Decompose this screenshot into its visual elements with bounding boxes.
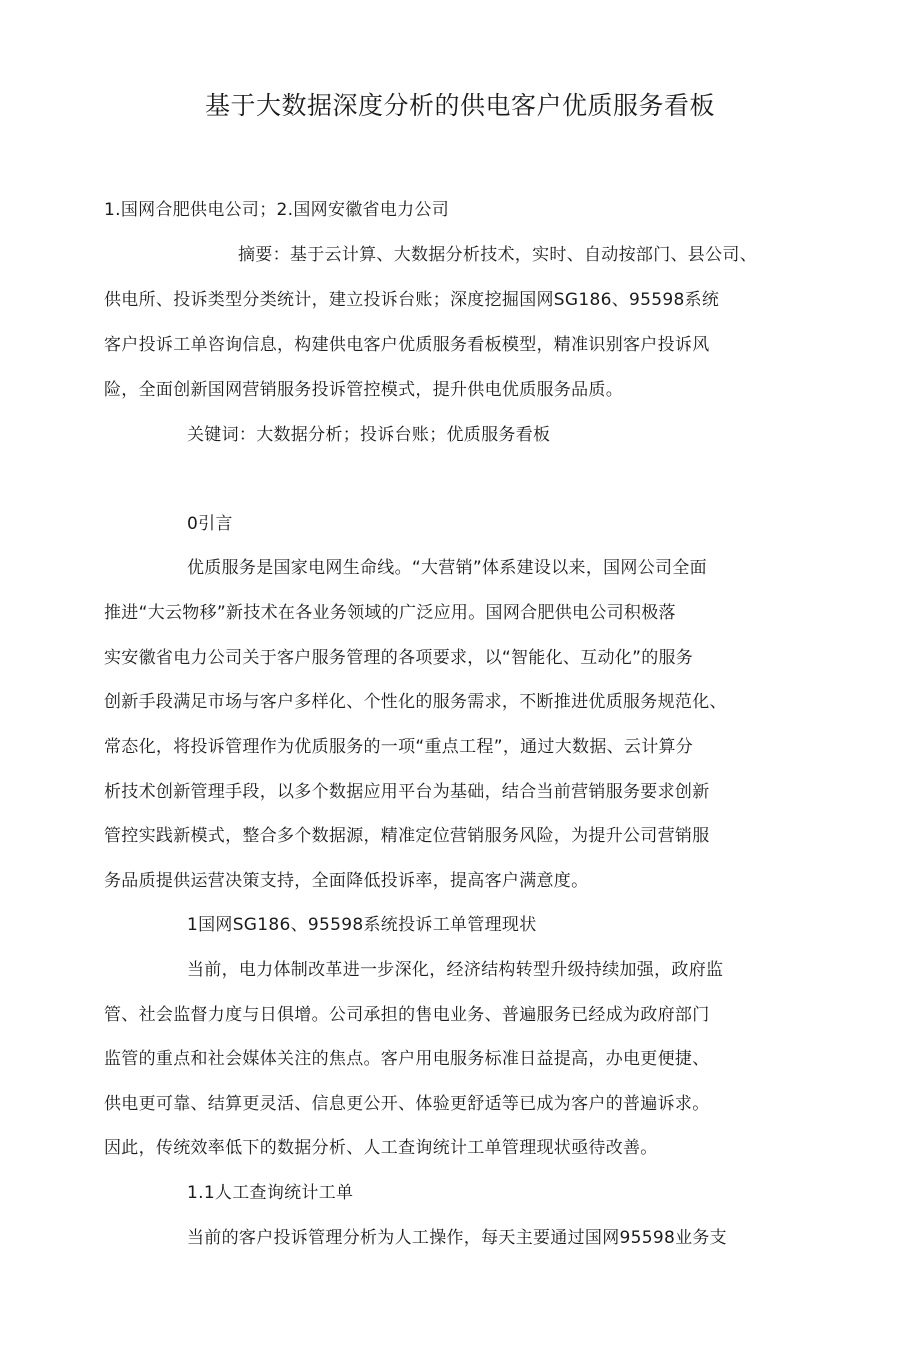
abstract-line: 客户投诉工单咨询信息，构建供电客户优质服务看板模型，精准识别客户投诉风	[104, 335, 710, 355]
paragraph-line: 常态化，将投诉管理作为优质服务的一项“重点工程”，通过大数据、云计算分	[104, 737, 694, 757]
keywords: 关键词：大数据分析；投诉台账；优质服务看板	[187, 425, 551, 445]
document-title: 基于大数据深度分析的供电客户优质服务看板	[204, 91, 715, 120]
abstract-line: 摘要：基于云计算、大数据分析技术，实时、自动按部门、县公司、	[238, 245, 757, 265]
paragraph-line: 供电更可靠、结算更灵活、信息更公开、体验更舒适等已成为客户的普遍诉求。	[104, 1094, 710, 1114]
paragraph-line: 优质服务是国家电网生命线。“大营销”体系建设以来，国网公司全面	[187, 558, 707, 578]
paragraph-line: 创新手段满足市场与客户多样化、个性化的服务需求，不断推进优质服务规范化、	[104, 692, 727, 712]
paragraph-line: 当前，电力体制改革进一步深化，经济结构转型升级持续加强，政府监	[187, 960, 724, 980]
abstract-line: 险，全面创新国网营销服务投诉管控模式，提升供电优质服务品质。	[104, 380, 623, 400]
paragraph-line: 实安徽省电力公司关于客户服务管理的各项要求，以“智能化、互动化”的服务	[104, 648, 694, 668]
paragraph-line: 管控实践新模式，整合多个数据源，精准定位营销服务风险，为提升公司营销服	[104, 826, 710, 846]
paragraph-line: 因此，传统效率低下的数据分析、人工查询统计工单管理现状亟待改善。	[104, 1138, 658, 1158]
paragraph-line: 管、社会监督力度与日俱增。公司承担的售电业务、普遍服务已经成为政府部门	[104, 1005, 710, 1025]
paragraph-line: 推进“大云物移”新技术在各业务领域的广泛应用。国网合肥供电公司积极落	[104, 603, 676, 623]
abstract-line: 供电所、投诉类型分类统计，建立投诉台账；深度挖掘国网SG186、95598系统	[104, 290, 720, 310]
subsection-heading: 1.1人工查询统计工单	[187, 1183, 354, 1203]
section-heading: 1国网SG186、95598系统投诉工单管理现状	[187, 915, 537, 935]
paragraph-line: 监管的重点和社会媒体关注的焦点。客户用电服务标准日益提高，办电更便捷、	[104, 1049, 710, 1069]
paragraph-line: 务品质提供运营决策支持，全面降低投诉率，提高客户满意度。	[104, 871, 589, 891]
paragraph-line: 析技术创新管理手段，以多个数据应用平台为基础，结合当前营销服务要求创新	[104, 782, 710, 802]
affiliation: 1.国网合肥供电公司；2.国网安徽省电力公司	[104, 200, 450, 220]
section-heading: 0引言	[187, 514, 233, 534]
paragraph-line: 当前的客户投诉管理分析为人工操作，每天主要通过国网95598业务支	[187, 1228, 727, 1248]
